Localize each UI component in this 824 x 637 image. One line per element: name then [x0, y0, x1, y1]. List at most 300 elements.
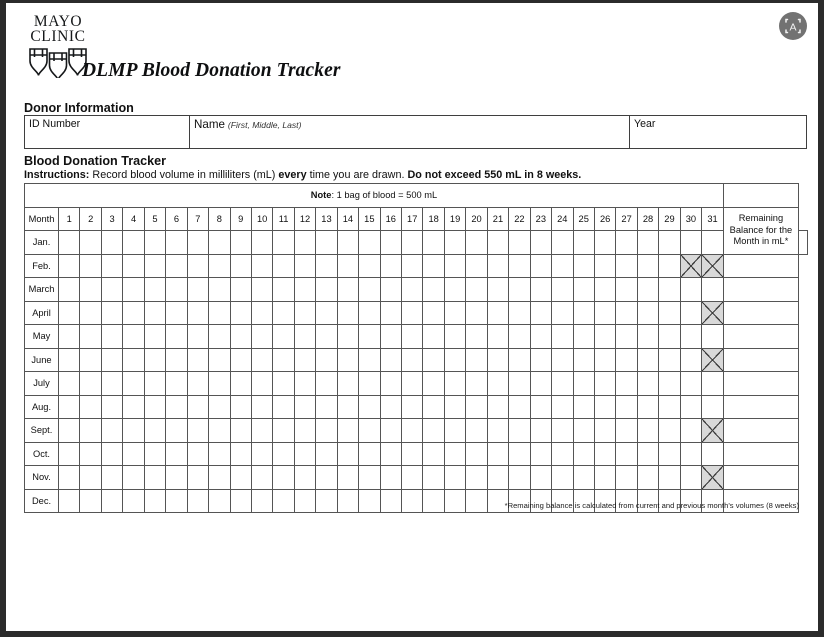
cell-march-day-31[interactable]: [702, 278, 724, 302]
cell-aug-day-17[interactable]: [402, 395, 423, 419]
cell-june-day-11[interactable]: [273, 348, 294, 372]
cell-dec-day-14[interactable]: [337, 489, 358, 513]
cell-april-day-14[interactable]: [337, 301, 358, 325]
cell-may-day-2[interactable]: [80, 325, 101, 349]
cell-aug-day-4[interactable]: [123, 395, 144, 419]
cell-aug-day-10[interactable]: [251, 395, 272, 419]
cell-nov-day-11[interactable]: [273, 466, 294, 490]
cell-march-day-29[interactable]: [659, 278, 680, 302]
cell-april-day-1[interactable]: [59, 301, 80, 325]
cell-sept-day-11[interactable]: [273, 419, 294, 443]
cell-jan-day-25[interactable]: [573, 231, 594, 255]
cell-may-day-1[interactable]: [59, 325, 80, 349]
id-number-field[interactable]: [25, 116, 190, 149]
cell-march-day-4[interactable]: [123, 278, 144, 302]
cell-feb-day-9[interactable]: [230, 254, 251, 278]
cell-july-day-25[interactable]: [573, 372, 594, 396]
cell-sept-day-14[interactable]: [337, 419, 358, 443]
cell-june-day-21[interactable]: [487, 348, 508, 372]
cell-sept-day-28[interactable]: [637, 419, 658, 443]
cell-jan-day-3[interactable]: [101, 231, 122, 255]
cell-march-day-10[interactable]: [251, 278, 272, 302]
cell-jan-day-14[interactable]: [337, 231, 358, 255]
cell-feb-day-13[interactable]: [316, 254, 337, 278]
cell-oct-day-7[interactable]: [187, 442, 208, 466]
cell-aug-day-20[interactable]: [466, 395, 487, 419]
cell-march-day-25[interactable]: [573, 278, 594, 302]
cell-oct-day-28[interactable]: [637, 442, 658, 466]
cell-may-day-4[interactable]: [123, 325, 144, 349]
cell-july-day-18[interactable]: [423, 372, 444, 396]
cell-april-day-12[interactable]: [294, 301, 315, 325]
cell-aug-day-16[interactable]: [380, 395, 401, 419]
cell-may-day-18[interactable]: [423, 325, 444, 349]
cell-aug-day-30[interactable]: [680, 395, 701, 419]
cell-aug-day-25[interactable]: [573, 395, 594, 419]
cell-aug-day-5[interactable]: [144, 395, 165, 419]
cell-feb-day-16[interactable]: [380, 254, 401, 278]
cell-feb-day-10[interactable]: [251, 254, 272, 278]
cell-feb-day-12[interactable]: [294, 254, 315, 278]
cell-july-day-2[interactable]: [80, 372, 101, 396]
cell-april-day-24[interactable]: [552, 301, 573, 325]
cell-april-day-8[interactable]: [209, 301, 230, 325]
cell-oct-day-11[interactable]: [273, 442, 294, 466]
cell-march-day-20[interactable]: [466, 278, 487, 302]
cell-june-day-4[interactable]: [123, 348, 144, 372]
cell-sept-day-21[interactable]: [487, 419, 508, 443]
cell-sept-day-5[interactable]: [144, 419, 165, 443]
cell-april-day-4[interactable]: [123, 301, 144, 325]
cell-april-day-9[interactable]: [230, 301, 251, 325]
cell-july-day-16[interactable]: [380, 372, 401, 396]
cell-march-day-8[interactable]: [209, 278, 230, 302]
cell-june-day-26[interactable]: [594, 348, 615, 372]
cell-july-day-11[interactable]: [273, 372, 294, 396]
cell-april-day-28[interactable]: [637, 301, 658, 325]
cell-feb-day-24[interactable]: [552, 254, 573, 278]
cell-jan-day-26[interactable]: [594, 231, 615, 255]
cell-aug-day-14[interactable]: [337, 395, 358, 419]
cell-jan-day-13[interactable]: [316, 231, 337, 255]
cell-july-day-27[interactable]: [616, 372, 637, 396]
cell-sept-day-30[interactable]: [680, 419, 701, 443]
cell-sept-day-22[interactable]: [509, 419, 530, 443]
cell-oct-day-21[interactable]: [487, 442, 508, 466]
cell-dec-day-4[interactable]: [123, 489, 144, 513]
cell-oct-day-1[interactable]: [59, 442, 80, 466]
cell-aug-day-24[interactable]: [552, 395, 573, 419]
cell-dec-day-20[interactable]: [466, 489, 487, 513]
cell-nov-day-18[interactable]: [423, 466, 444, 490]
cell-june-day-23[interactable]: [530, 348, 551, 372]
cell-jan-day-2[interactable]: [80, 231, 101, 255]
cell-nov-day-19[interactable]: [444, 466, 465, 490]
cell-july-day-23[interactable]: [530, 372, 551, 396]
cell-june-day-8[interactable]: [209, 348, 230, 372]
cell-jan-day-7[interactable]: [187, 231, 208, 255]
cell-jan-day-11[interactable]: [273, 231, 294, 255]
cell-nov-day-3[interactable]: [101, 466, 122, 490]
cell-sept-day-29[interactable]: [659, 419, 680, 443]
cell-sept-day-1[interactable]: [59, 419, 80, 443]
cell-june-day-7[interactable]: [187, 348, 208, 372]
cell-sept-day-4[interactable]: [123, 419, 144, 443]
cell-july-day-26[interactable]: [594, 372, 615, 396]
cell-nov-day-1[interactable]: [59, 466, 80, 490]
balance-cell-july[interactable]: [723, 372, 798, 396]
cell-march-day-21[interactable]: [487, 278, 508, 302]
cell-may-day-29[interactable]: [659, 325, 680, 349]
cell-oct-day-13[interactable]: [316, 442, 337, 466]
cell-nov-day-9[interactable]: [230, 466, 251, 490]
cell-nov-day-5[interactable]: [144, 466, 165, 490]
cell-may-day-12[interactable]: [294, 325, 315, 349]
cell-may-day-19[interactable]: [444, 325, 465, 349]
cell-april-day-13[interactable]: [316, 301, 337, 325]
cell-june-day-28[interactable]: [637, 348, 658, 372]
cell-april-day-15[interactable]: [359, 301, 380, 325]
cell-nov-day-26[interactable]: [594, 466, 615, 490]
cell-june-day-20[interactable]: [466, 348, 487, 372]
cell-oct-day-20[interactable]: [466, 442, 487, 466]
cell-dec-day-15[interactable]: [359, 489, 380, 513]
year-field[interactable]: [630, 116, 807, 149]
cell-jan-day-30[interactable]: [680, 231, 701, 255]
cell-oct-day-10[interactable]: [251, 442, 272, 466]
cell-dec-day-2[interactable]: [80, 489, 101, 513]
cell-aug-day-1[interactable]: [59, 395, 80, 419]
cell-march-day-11[interactable]: [273, 278, 294, 302]
cell-aug-day-13[interactable]: [316, 395, 337, 419]
cell-nov-day-29[interactable]: [659, 466, 680, 490]
cell-feb-day-25[interactable]: [573, 254, 594, 278]
cell-may-day-30[interactable]: [680, 325, 701, 349]
cell-july-day-17[interactable]: [402, 372, 423, 396]
cell-feb-day-1[interactable]: [59, 254, 80, 278]
cell-aug-day-15[interactable]: [359, 395, 380, 419]
cell-march-day-9[interactable]: [230, 278, 251, 302]
cell-dec-day-6[interactable]: [166, 489, 187, 513]
cell-march-day-30[interactable]: [680, 278, 701, 302]
cell-april-day-26[interactable]: [594, 301, 615, 325]
cell-april-day-21[interactable]: [487, 301, 508, 325]
cell-feb-day-4[interactable]: [123, 254, 144, 278]
cell-nov-day-6[interactable]: [166, 466, 187, 490]
cell-oct-day-14[interactable]: [337, 442, 358, 466]
cell-feb-day-17[interactable]: [402, 254, 423, 278]
cell-june-day-10[interactable]: [251, 348, 272, 372]
cell-oct-day-23[interactable]: [530, 442, 551, 466]
cell-april-day-27[interactable]: [616, 301, 637, 325]
cell-oct-day-2[interactable]: [80, 442, 101, 466]
cell-march-day-7[interactable]: [187, 278, 208, 302]
cell-sept-day-2[interactable]: [80, 419, 101, 443]
cell-may-day-14[interactable]: [337, 325, 358, 349]
cell-sept-day-16[interactable]: [380, 419, 401, 443]
cell-june-day-1[interactable]: [59, 348, 80, 372]
cell-aug-day-19[interactable]: [444, 395, 465, 419]
cell-aug-day-3[interactable]: [101, 395, 122, 419]
cell-aug-day-23[interactable]: [530, 395, 551, 419]
cell-july-day-1[interactable]: [59, 372, 80, 396]
cell-may-day-20[interactable]: [466, 325, 487, 349]
cell-sept-day-3[interactable]: [101, 419, 122, 443]
cell-may-day-24[interactable]: [552, 325, 573, 349]
cell-aug-day-27[interactable]: [616, 395, 637, 419]
cell-may-day-21[interactable]: [487, 325, 508, 349]
cell-june-day-29[interactable]: [659, 348, 680, 372]
cell-nov-day-20[interactable]: [466, 466, 487, 490]
cell-oct-day-22[interactable]: [509, 442, 530, 466]
cell-july-day-10[interactable]: [251, 372, 272, 396]
cell-march-day-1[interactable]: [59, 278, 80, 302]
cell-dec-day-18[interactable]: [423, 489, 444, 513]
cell-jan-day-10[interactable]: [251, 231, 272, 255]
cell-oct-day-12[interactable]: [294, 442, 315, 466]
cell-march-day-19[interactable]: [444, 278, 465, 302]
cell-aug-day-11[interactable]: [273, 395, 294, 419]
cell-june-day-17[interactable]: [402, 348, 423, 372]
cell-dec-day-7[interactable]: [187, 489, 208, 513]
cell-jan-day-12[interactable]: [294, 231, 315, 255]
cell-jan-day-28[interactable]: [637, 231, 658, 255]
cell-july-day-28[interactable]: [637, 372, 658, 396]
cell-june-day-22[interactable]: [509, 348, 530, 372]
balance-cell-feb[interactable]: [723, 254, 798, 278]
cell-july-day-31[interactable]: [702, 372, 724, 396]
cell-jan-day-1[interactable]: [59, 231, 80, 255]
cell-nov-day-21[interactable]: [487, 466, 508, 490]
cell-march-day-17[interactable]: [402, 278, 423, 302]
cell-nov-day-28[interactable]: [637, 466, 658, 490]
cell-oct-day-8[interactable]: [209, 442, 230, 466]
cell-march-day-23[interactable]: [530, 278, 551, 302]
cell-jan-day-29[interactable]: [659, 231, 680, 255]
cell-dec-day-17[interactable]: [402, 489, 423, 513]
cell-nov-day-7[interactable]: [187, 466, 208, 490]
balance-cell-march[interactable]: [723, 278, 798, 302]
cell-march-day-2[interactable]: [80, 278, 101, 302]
cell-feb-day-20[interactable]: [466, 254, 487, 278]
cell-feb-day-15[interactable]: [359, 254, 380, 278]
cell-oct-day-4[interactable]: [123, 442, 144, 466]
balance-cell-jan[interactable]: [798, 231, 807, 255]
cell-aug-day-31[interactable]: [702, 395, 724, 419]
cell-nov-day-2[interactable]: [80, 466, 101, 490]
cell-july-day-7[interactable]: [187, 372, 208, 396]
cell-march-day-14[interactable]: [337, 278, 358, 302]
cell-march-day-26[interactable]: [594, 278, 615, 302]
cell-oct-day-31[interactable]: [702, 442, 724, 466]
cell-july-day-4[interactable]: [123, 372, 144, 396]
cell-nov-day-24[interactable]: [552, 466, 573, 490]
cell-march-day-12[interactable]: [294, 278, 315, 302]
cell-july-day-3[interactable]: [101, 372, 122, 396]
cell-aug-day-9[interactable]: [230, 395, 251, 419]
cell-june-day-9[interactable]: [230, 348, 251, 372]
cell-feb-day-19[interactable]: [444, 254, 465, 278]
cell-jan-day-6[interactable]: [166, 231, 187, 255]
cell-july-day-30[interactable]: [680, 372, 701, 396]
cell-oct-day-30[interactable]: [680, 442, 701, 466]
cell-aug-day-21[interactable]: [487, 395, 508, 419]
cell-jan-day-16[interactable]: [380, 231, 401, 255]
cell-aug-day-8[interactable]: [209, 395, 230, 419]
cell-feb-day-22[interactable]: [509, 254, 530, 278]
cell-july-day-8[interactable]: [209, 372, 230, 396]
cell-may-day-10[interactable]: [251, 325, 272, 349]
cell-sept-day-18[interactable]: [423, 419, 444, 443]
cell-sept-day-19[interactable]: [444, 419, 465, 443]
cell-feb-day-3[interactable]: [101, 254, 122, 278]
cell-july-day-9[interactable]: [230, 372, 251, 396]
cell-june-day-18[interactable]: [423, 348, 444, 372]
cell-oct-day-26[interactable]: [594, 442, 615, 466]
cell-july-day-29[interactable]: [659, 372, 680, 396]
cell-nov-day-10[interactable]: [251, 466, 272, 490]
cell-april-day-30[interactable]: [680, 301, 701, 325]
cell-march-day-3[interactable]: [101, 278, 122, 302]
live-text-scan-icon[interactable]: [779, 12, 807, 40]
cell-oct-day-6[interactable]: [166, 442, 187, 466]
cell-sept-day-26[interactable]: [594, 419, 615, 443]
cell-feb-day-14[interactable]: [337, 254, 358, 278]
cell-jan-day-19[interactable]: [444, 231, 465, 255]
cell-oct-day-17[interactable]: [402, 442, 423, 466]
cell-sept-day-27[interactable]: [616, 419, 637, 443]
cell-feb-day-5[interactable]: [144, 254, 165, 278]
cell-oct-day-5[interactable]: [144, 442, 165, 466]
cell-may-day-13[interactable]: [316, 325, 337, 349]
cell-march-day-22[interactable]: [509, 278, 530, 302]
cell-jan-day-5[interactable]: [144, 231, 165, 255]
cell-may-day-23[interactable]: [530, 325, 551, 349]
cell-march-day-27[interactable]: [616, 278, 637, 302]
cell-oct-day-19[interactable]: [444, 442, 465, 466]
cell-dec-day-12[interactable]: [294, 489, 315, 513]
cell-jan-day-22[interactable]: [509, 231, 530, 255]
cell-oct-day-9[interactable]: [230, 442, 251, 466]
cell-june-day-5[interactable]: [144, 348, 165, 372]
cell-sept-day-9[interactable]: [230, 419, 251, 443]
balance-cell-nov[interactable]: [723, 466, 798, 490]
cell-aug-day-28[interactable]: [637, 395, 658, 419]
cell-jan-day-17[interactable]: [402, 231, 423, 255]
cell-june-day-25[interactable]: [573, 348, 594, 372]
cell-july-day-6[interactable]: [166, 372, 187, 396]
cell-feb-day-29[interactable]: [659, 254, 680, 278]
cell-june-day-15[interactable]: [359, 348, 380, 372]
cell-aug-day-6[interactable]: [166, 395, 187, 419]
cell-dec-day-8[interactable]: [209, 489, 230, 513]
cell-feb-day-11[interactable]: [273, 254, 294, 278]
cell-sept-day-6[interactable]: [166, 419, 187, 443]
cell-dec-day-3[interactable]: [101, 489, 122, 513]
cell-sept-day-13[interactable]: [316, 419, 337, 443]
cell-june-day-2[interactable]: [80, 348, 101, 372]
cell-april-day-7[interactable]: [187, 301, 208, 325]
cell-feb-day-2[interactable]: [80, 254, 101, 278]
cell-july-day-15[interactable]: [359, 372, 380, 396]
cell-nov-day-8[interactable]: [209, 466, 230, 490]
cell-july-day-24[interactable]: [552, 372, 573, 396]
cell-april-day-6[interactable]: [166, 301, 187, 325]
cell-may-day-5[interactable]: [144, 325, 165, 349]
cell-march-day-24[interactable]: [552, 278, 573, 302]
cell-sept-day-12[interactable]: [294, 419, 315, 443]
cell-sept-day-7[interactable]: [187, 419, 208, 443]
cell-feb-day-26[interactable]: [594, 254, 615, 278]
cell-feb-day-7[interactable]: [187, 254, 208, 278]
balance-cell-april[interactable]: [723, 301, 798, 325]
cell-oct-day-24[interactable]: [552, 442, 573, 466]
cell-oct-day-27[interactable]: [616, 442, 637, 466]
cell-april-day-20[interactable]: [466, 301, 487, 325]
cell-dec-day-16[interactable]: [380, 489, 401, 513]
cell-jan-day-4[interactable]: [123, 231, 144, 255]
cell-aug-day-18[interactable]: [423, 395, 444, 419]
cell-july-day-5[interactable]: [144, 372, 165, 396]
cell-may-day-31[interactable]: [702, 325, 724, 349]
cell-sept-day-25[interactable]: [573, 419, 594, 443]
cell-nov-day-23[interactable]: [530, 466, 551, 490]
cell-feb-day-23[interactable]: [530, 254, 551, 278]
cell-oct-day-15[interactable]: [359, 442, 380, 466]
cell-dec-day-10[interactable]: [251, 489, 272, 513]
cell-may-day-8[interactable]: [209, 325, 230, 349]
cell-nov-day-22[interactable]: [509, 466, 530, 490]
cell-may-day-11[interactable]: [273, 325, 294, 349]
cell-nov-day-16[interactable]: [380, 466, 401, 490]
cell-nov-day-15[interactable]: [359, 466, 380, 490]
cell-april-day-23[interactable]: [530, 301, 551, 325]
name-field[interactable]: [190, 116, 630, 149]
cell-dec-day-19[interactable]: [444, 489, 465, 513]
balance-cell-oct[interactable]: [723, 442, 798, 466]
cell-oct-day-25[interactable]: [573, 442, 594, 466]
cell-jan-day-18[interactable]: [423, 231, 444, 255]
cell-april-day-10[interactable]: [251, 301, 272, 325]
balance-cell-sept[interactable]: [723, 419, 798, 443]
cell-march-day-28[interactable]: [637, 278, 658, 302]
cell-jan-day-15[interactable]: [359, 231, 380, 255]
cell-july-day-21[interactable]: [487, 372, 508, 396]
cell-nov-day-13[interactable]: [316, 466, 337, 490]
cell-june-day-14[interactable]: [337, 348, 358, 372]
cell-jan-day-8[interactable]: [209, 231, 230, 255]
cell-dec-day-1[interactable]: [59, 489, 80, 513]
cell-may-day-3[interactable]: [101, 325, 122, 349]
cell-april-day-19[interactable]: [444, 301, 465, 325]
cell-may-day-16[interactable]: [380, 325, 401, 349]
cell-oct-day-29[interactable]: [659, 442, 680, 466]
cell-july-day-20[interactable]: [466, 372, 487, 396]
cell-march-day-6[interactable]: [166, 278, 187, 302]
cell-jan-day-23[interactable]: [530, 231, 551, 255]
cell-april-day-2[interactable]: [80, 301, 101, 325]
cell-july-day-13[interactable]: [316, 372, 337, 396]
cell-nov-day-30[interactable]: [680, 466, 701, 490]
cell-may-day-6[interactable]: [166, 325, 187, 349]
cell-feb-day-6[interactable]: [166, 254, 187, 278]
cell-jan-day-9[interactable]: [230, 231, 251, 255]
balance-cell-june[interactable]: [723, 348, 798, 372]
cell-aug-day-12[interactable]: [294, 395, 315, 419]
cell-oct-day-3[interactable]: [101, 442, 122, 466]
cell-may-day-28[interactable]: [637, 325, 658, 349]
cell-sept-day-20[interactable]: [466, 419, 487, 443]
